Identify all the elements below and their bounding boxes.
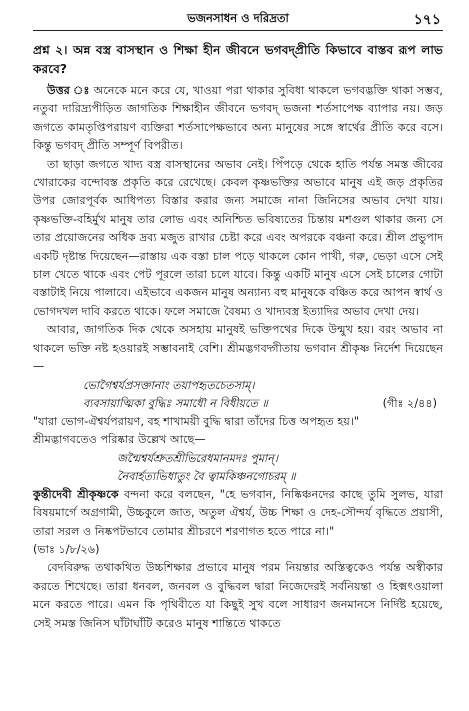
page-body	[33, 41, 443, 633]
answer-label: উত্তর ঃ	[47, 84, 90, 97]
paragraph-scarcity: তা ছাড়া জগতে খাদ্য বস্ত্র বাসস্থানের অভাব নেই। পিঁপড়ে থেকে হাতি পর্যন্ত সমস্ত জীবের খোরাকের বন্দোবস্ত প্রকৃতি করে রেখেছে। কেবল কৃষ্ণভক্তির অভাবে মানুষ এই জড় প্রকৃতির উপর জোরপূর্বক আধিপত্য বিস্তার করার জন্য সমাজে নানা জিনিসের অভাব দেখা যায়। কৃষ্ণভক্তি-বহির্মুখ মানুষ তার লোভ এবং অনিশ্চিত ভবিষ্যতের চিন্তায় মশগুল থাকার জন্য সে তার প্রয়োজনের অধিক দ্রব্য মজুত রাখার চেষ্টা করে এবং অপরকে বঞ্চনা করে। শ্রীল প্রভুপাদ একটি দৃষ্টান্ত দিয়েছেন—রাস্তায় এক বস্তা চাল পড়ে থাকলে কোন পাখী, গরু, ভেড়া এসে সেই চাল খেতে থাকে এবং পেট পূরলে তারা চলে যাবে। কিন্তু একটি মানুষ এসে সেই চালের গোটা বস্তাটাই নিয়ে পালাবে। এইভাবে একজন মানুষ অন্যান্য বহু মানুষকে বঞ্চিত করে আপন স্বার্থ ও ভোগদখল দাবি করতে থাকে। ফলে সমাজে বৈষম্য ও খাদ্যবস্ত্র ইত্যাদির অভাব দেখা দেয়।	[33, 157, 443, 318]
answer-text: অনেকে মনে করে যে, খাওয়া পরা থাকার সুবিধা থাকলে ভগবদ্ভক্তি থাকা সম্ভব, নতুবা দারিদ্র্যপীড়িত জাগতিক শিক্ষাহীন জীবনে ভগবদ্ ভজনা শর্তসাপেক্ষ ব্যাপার নয়। জড় জগতে কামতৃপ্তিপরায়ণ ব্যক্তিরা শর্তসাপেক্ষভাবে অন্য মানুষের সঙ্গে স্বার্থের প্রীতি করে বসে। কিন্তু ভগবদ্ প্রীতি সম্পূর্ণ বিপরীত।	[33, 84, 443, 153]
gita-verse-line-2-row	[33, 395, 443, 413]
bhagavatam-verse-line-1: জন্মৈশ্বর্যশ্রুতশ্রীভিরেধমানমদঃ পুমান্।	[117, 451, 278, 465]
bhagavatam-intro: শ্রীমদ্ভাগবতেও পরিষ্কার উল্লেখ আছে—	[33, 433, 206, 447]
kunti-text: বন্দনা করে বলছেন, "হে ভগবান, নিষ্কিঞ্চনদের কাছে তুমি সুলভ, যারা বিষয়মার্গে অগ্রগামী, উচ্চকুলে জাত, অতুল ঐশ্বর্য, উচ্চ শিক্ষা ও দেহ-সৌন্দর্য বৃদ্ধিতে প্রয়াসী, তারা সরল ও নিষ্কপটভাবে তোমার শ্রীচরণে শরণাগত হতে পারে না।"	[33, 487, 443, 538]
gita-translation: "যারা ভোগ-ঐশ্বর্যপরায়ণ, বহ শাখাময়ী বুদ্ধি দ্বারা তাঁদের চিত্ত অপহৃত হয়।"	[33, 414, 359, 428]
gita-verse-line-2: ব্যবসায়াত্মিকা বুদ্ধিঃ সমাধৌ ন বিধীয়তে ॥	[83, 396, 268, 410]
bhagavatam-reference: (ভাঃ ১/৮/২৬)	[33, 542, 100, 556]
page-number: ১৭১	[413, 12, 441, 28]
kunti-lead: কুন্তীদেবী শ্রীকৃষ্ণকে	[33, 487, 119, 501]
paragraph-gita-intro: আবার, জাগতিক দিক থেকে অসহায় মানুষই ভক্তিপথের দিকে উন্মুখ হয়। বরং অভাব না থাকলে ভক্তি নষ্ট হওয়ারই সম্ভাবনাই বেশি। শ্রীমদ্ভগবদ্গীতায় ভগবান শ্রীকৃষ্ণ নির্দেশ দিয়েছেন—	[33, 323, 443, 374]
running-header	[33, 8, 443, 31]
bhagavatam-verse-line-2: নৈবার্হত্যভিধাতুং বৈ ত্বামকিঞ্চনগোচরম্ ॥	[117, 469, 296, 483]
gita-verse-reference: (গীঃ ২/৪৪)	[382, 396, 437, 410]
gita-verse-line-1: ভোগৈশ্বর্যপ্রসক্তানাং তয়াপহৃতচেতসাম্।	[83, 378, 255, 392]
chapter-title: ভজনসাধন ও দরিদ্রতা	[187, 11, 289, 25]
paragraph-education: বেদবিরুদ্ধ তথাকথিত উচ্চশিক্ষার প্রভাবে মানুষ পরম নিয়ন্তার অস্তিত্বকেও পর্যন্ত অস্বীকার করতে শিখেছে। তারা ধনবল, জনবল ও বুদ্ধিবল দ্বারা নিজেদেরই সর্বনিয়ন্তা ও হিক্মৎওয়ালা মনে করতে পারে। এমন কি পৃথিবীতে যা কিছুই সুখ বলে সাধারণ জনমানসে নির্দিষ্ট হয়েছে, সেই সমস্ত জিনিস ঘাঁটাঘাঁটি করেও মানুষ শান্তিতে থাকতে	[33, 561, 443, 630]
question-heading: প্রশ্ন ২। অন্ন বস্ত্র বাসস্থান ও শিক্ষা হীন জীবনে ভগবদ্প্রীতি কিভাবে বাস্তব রূপ লাভ করবে?	[33, 43, 443, 76]
answer-paragraph	[33, 82, 443, 156]
paragraph-kunti-prayer	[33, 486, 443, 541]
